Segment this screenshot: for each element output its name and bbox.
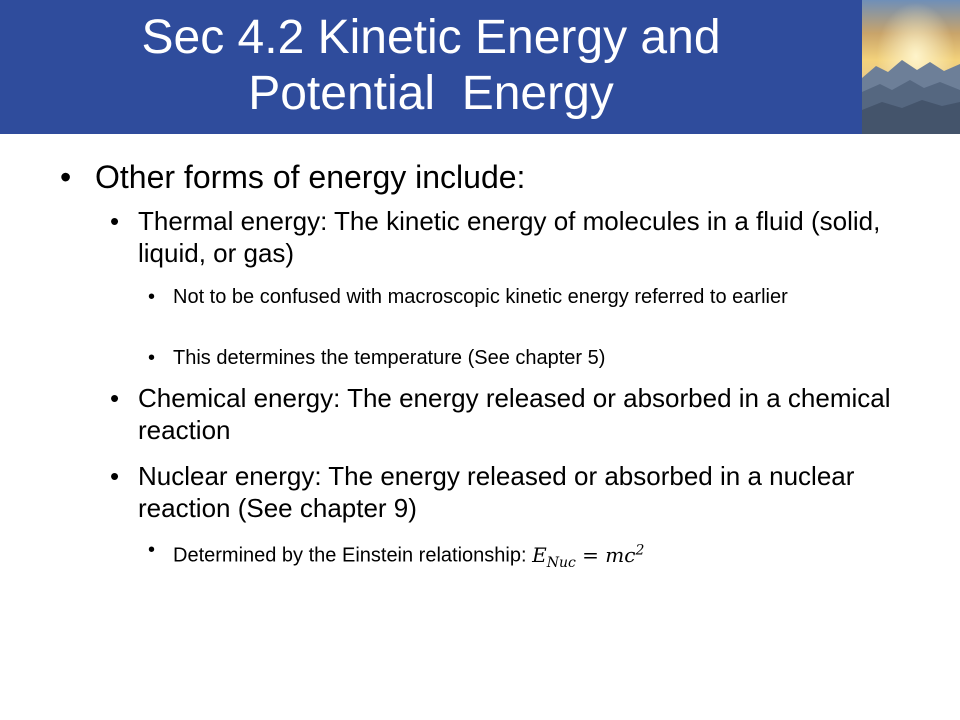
bullet-thermal-sub2-text: This determines the temperature (See chapter 5) (173, 347, 606, 369)
bullet-dot: • (60, 159, 72, 195)
equation-rhs: mc (605, 542, 636, 567)
bullet-nuclear-sub1-text (173, 537, 903, 576)
equation-equals: = (575, 542, 606, 567)
bullet-dot: • (148, 347, 156, 369)
bullet-chemical-text: Chemical energy: The energy released or absorbed in a chemical reaction (138, 383, 891, 445)
einstein-label: Determined by the Einstein relationship: (173, 544, 533, 567)
bullet-main-text: Other forms of energy include: (95, 159, 526, 195)
title-line-2: Potential Energy (248, 67, 614, 120)
bullet-dot: • (148, 539, 156, 561)
bullet-dot: • (110, 383, 120, 413)
bullet-thermal-sub1-text: Not to be confused with macroscopic kinetic energy referred to earlier (173, 286, 788, 308)
bullet-nuclear-text: Nuclear energy: The energy released or absorbed in a nuclear reaction (See chapter 9) (138, 461, 855, 523)
title-line-1: Sec 4.2 Kinetic Energy and (141, 11, 721, 64)
bullet-thermal-text: Thermal energy: The kinetic energy of molecules in a fluid (solid, liquid, or gas) (138, 206, 881, 268)
bullet-dot: • (110, 206, 120, 236)
bullet-dot: • (148, 286, 156, 308)
equation-lhs-subscript: Nuc (546, 554, 576, 571)
equation-lhs-symbol: E (532, 542, 547, 567)
bullet-dot: • (110, 461, 120, 491)
einstein-equation (532, 542, 645, 571)
equation-rhs-superscript: 2 (635, 542, 645, 558)
